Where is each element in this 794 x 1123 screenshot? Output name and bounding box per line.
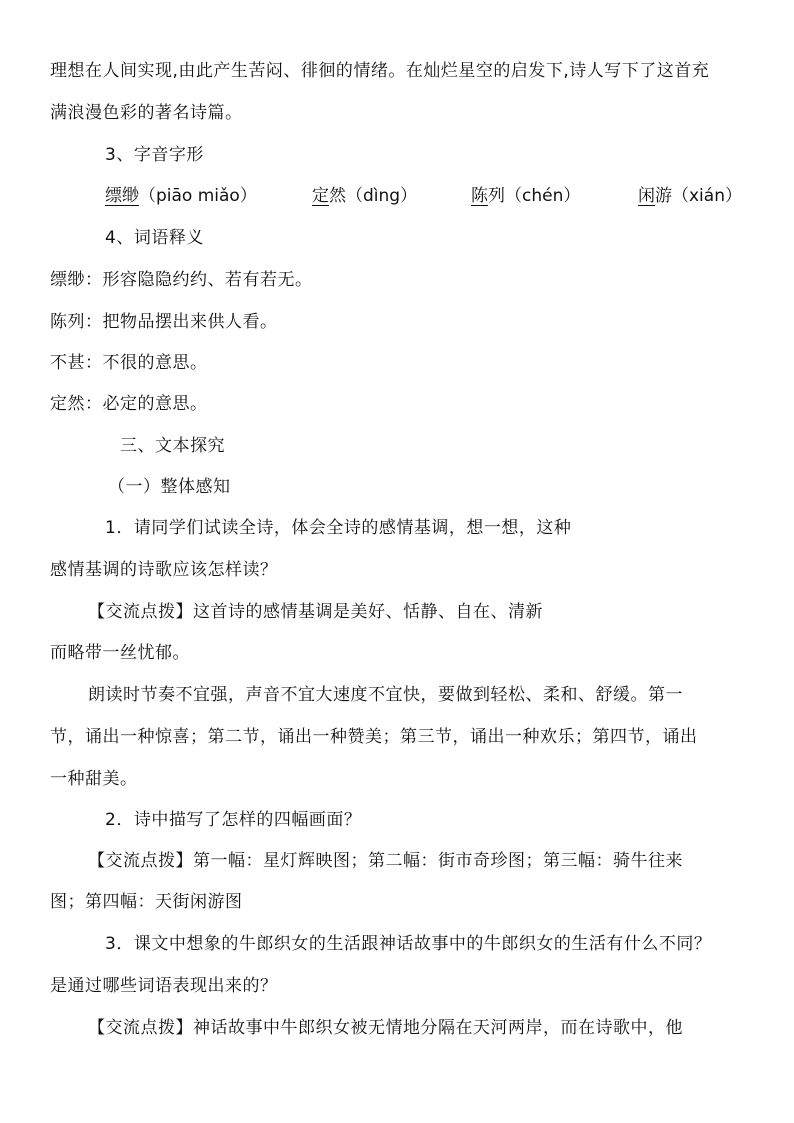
pinyin-item-ding [312,184,417,208]
pinyin-reading: （chén） [505,186,581,206]
pinyin-reading: （piāo miǎo） [139,186,257,206]
section-heading-definitions: 4、词语释义 [105,228,204,248]
answer-2-line-1: 【交流点拨】第一幅：星灯辉映图；第二幅：街市奇珍图；第三幅：骑牛往来 [88,851,683,871]
definition-item: 定然：必定的意思。 [50,394,208,414]
pinyin-word: 缥缈 [105,186,139,206]
answer-3-line-1: 【交流点拨】神话故事中牛郎织女被无情地分隔在天河两岸，而在诗歌中，他 [88,1018,683,1038]
intro-line-1: 理想在人间实现,由此产生苦闷、徘徊的情绪。在灿烂星空的启发下,诗人写下了这首充 [50,61,710,81]
pinyin-word-rest: 列 [488,186,505,206]
reading-guide-line-3: 一种甜美。 [50,769,138,789]
answer-2-line-2: 图；第四幅：天街闲游图 [50,892,243,912]
answer-1-line-1: 【交流点拨】这首诗的感情基调是美好、恬静、自在、清新 [88,602,543,622]
definition-item: 陈列：把物品摆出来供人看。 [50,312,278,332]
pinyin-item-piaomiao [105,184,257,208]
reading-guide-line-1: 朗读时节奏不宜强，声音不宜大速度不宜快，要做到轻松、柔和、舒缓。第一 [88,685,683,705]
sub-heading-overall: （一）整体感知 [108,477,231,497]
question-3-line-2: 是通过哪些词语表现出来的？ [50,976,278,996]
pinyin-word: 陈 [471,186,488,206]
question-2: 2．诗中描写了怎样的四幅画面？ [105,810,362,830]
pinyin-reading: （dìng） [346,186,418,206]
section-heading-pronunciation: 3、字音字形 [105,145,204,165]
question-1-line-1: 1．请同学们试读全诗，体会全诗的感情基调，想一想，这种 [105,518,572,538]
question-1-line-2: 感情基调的诗歌应该怎样读？ [50,560,278,580]
part-heading-text-study: 三、文本探究 [120,436,225,456]
pinyin-word-rest: 游 [655,186,672,206]
pinyin-word: 定 [312,186,329,206]
pinyin-reading: （xián） [672,186,742,206]
answer-1-line-2: 而略带一丝忧郁。 [50,643,190,663]
question-3-line-1: 3．课文中想象的牛郎织女的生活跟神话故事中的牛郎织女的生活有什么不同？ [105,934,712,954]
pinyin-word: 闲 [638,186,655,206]
pinyin-word-rest: 然 [329,186,346,206]
reading-guide-line-2: 节，诵出一种惊喜；第二节，诵出一种赞美；第三节，诵出一种欢乐；第四节，诵出 [50,727,698,747]
pinyin-item-chen [471,184,580,208]
intro-line-2: 满浪漫色彩的著名诗篇。 [50,103,243,123]
pinyin-item-xian [638,184,742,208]
definition-item: 缥缈：形容隐隐约约、若有若无。 [50,270,313,290]
definition-item: 不甚：不很的意思。 [50,353,208,373]
